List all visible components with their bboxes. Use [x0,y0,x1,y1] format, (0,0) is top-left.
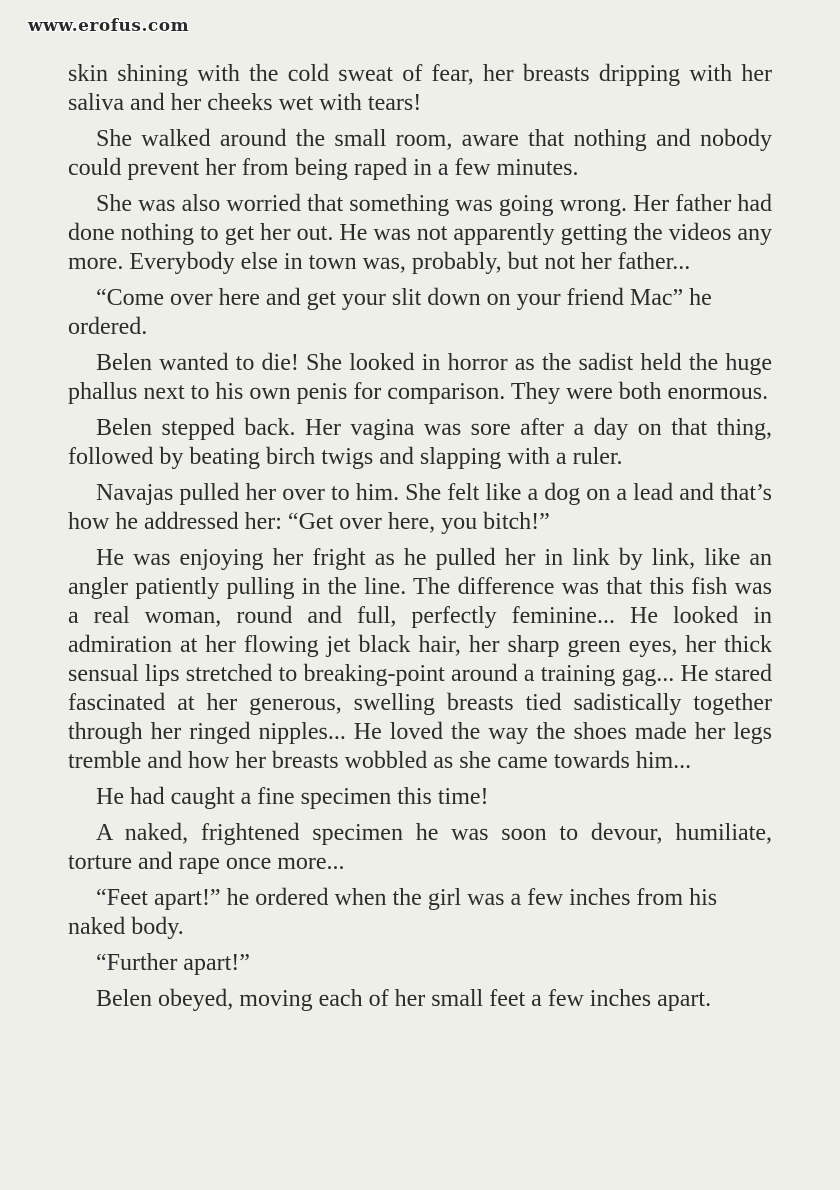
paragraph: He was enjoying her fright as he pulled her in link by link, like an angler patiently pulling in the line. The difference was that this fish was a real woman, round and full, perfectly feminine... He looked in admiration at her flowing jet black hair, her sharp green eyes, her thick sensual lips stretched to breaking-point around a training gag... He stared fascinated at her generous, swelling breasts tied sadistically together through her ringed nipples... He loved the way the shoes made her legs tremble and how her breasts wobbled as she came towards him... [68,545,772,774]
site-watermark: www.erofus.com [28,16,190,36]
paragraph: skin shining with the cold sweat of fear, her breasts dripping with her saliva and her cheeks wet with tears! [68,61,772,116]
paragraph: She was also worried that something was going wrong. Her father had done nothing to get her out. He was not apparently getting the videos any more. Everybody else in town was, probably, but not her father... [68,191,772,275]
paragraph: “Feet apart!” he ordered when the girl was a few inches from his naked body. [68,885,718,940]
paragraph: Belen obeyed, moving each of her small feet a few inches apart. [96,986,712,1012]
paragraph: Navajas pulled her over to him. She felt like a dog on a lead and that’s how he addressed her: “Get over here, you bitch!” [68,480,772,535]
paragraph: Belen wanted to die! She looked in horror as the sadist held the huge phallus next to his own penis for comparison. They were both enormous. [68,350,772,405]
paragraph: “Further apart!” [96,950,250,976]
paragraph: “Come over here and get your slit down on your friend Mac” he ordered. [68,285,712,340]
paragraph: She walked around the small room, aware that nothing and nobody could prevent her from being raped in a few minutes. [68,126,772,181]
paragraph: A naked, frightened specimen he was soon to devour, humiliate, torture and rape once more... [68,820,772,875]
paragraph: He had caught a fine specimen this time! [96,784,489,810]
page-body [68,60,772,1021]
paragraph: Belen stepped back. Her vagina was sore after a day on that thing, followed by beating birch twigs and slapping with a ruler. [68,415,772,470]
